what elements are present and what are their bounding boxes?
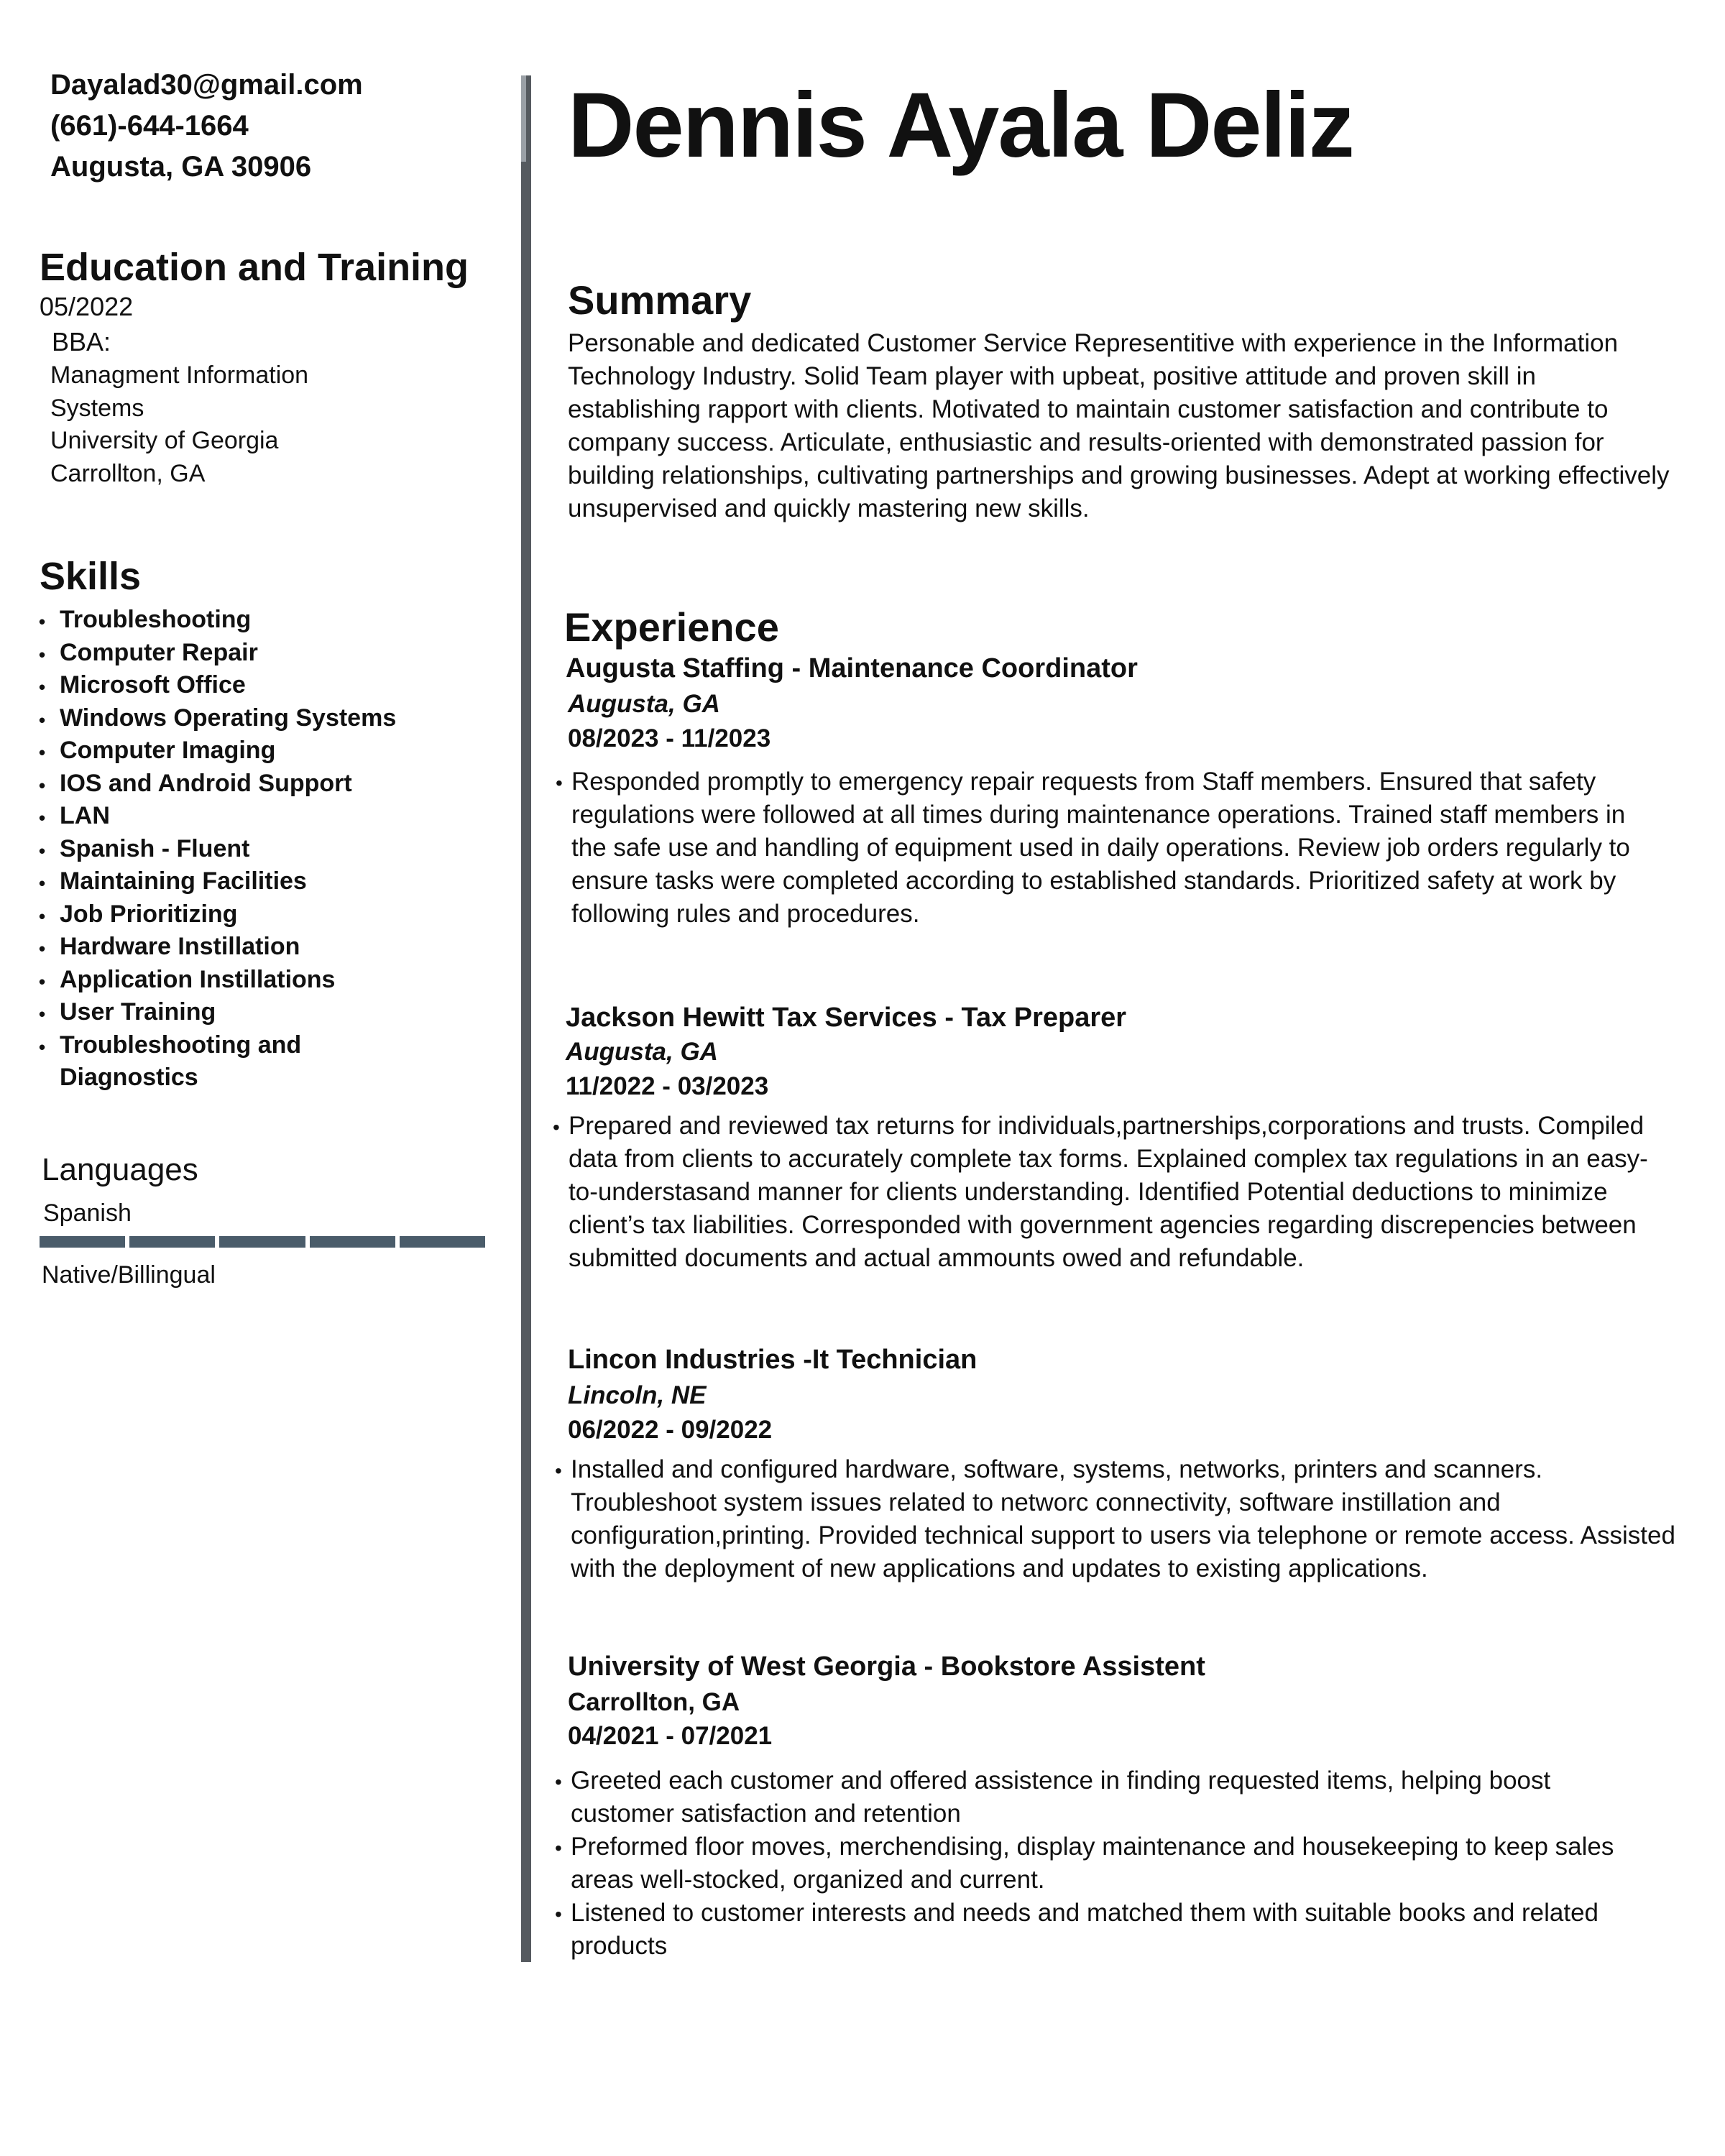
education-details [50,359,424,490]
column-divider-highlight [521,75,526,162]
candidate-name: Dennis Ayala Deliz [568,74,1353,177]
skill-item: • Computer Imaging [36,734,467,768]
contact-email: Dayalad30@gmail.com [50,69,363,101]
skill-item: • Troubleshooting and Diagnostics [36,1029,340,1095]
job-bullets [555,1453,1683,1585]
skills-list [36,604,467,1095]
job-bullet: • Greeted each customer and offered assistence in finding requested items, helping boost customer satisfaction and retention [555,1764,1640,1830]
skill-item: • Troubleshooting [36,604,467,637]
language-level: Native/Billingual [42,1261,216,1289]
language-proficiency-segment [310,1236,395,1248]
job-bullet: • Listened to customer interests and needs and matched them with suitable books and related products [555,1897,1640,1963]
summary-heading: Summary [568,277,752,323]
summary-text: Personable and dedicated Customer Service Representitive with experience in the Information Technology Industry. Solid Team player with upbeat, positive attitude and proven skill in establishing rapport with clients. Motivated to maintain customer satisfaction and contribute to company success. Articulate, enthusiastic and results-oriented with demonstrated passion for building relationships, cultivating partnerships and growing businesses. Adept at working effectively unsupervised and quickly mastering new skills. [568,329,1670,522]
language-proficiency-segment [40,1236,125,1248]
job-bullet: • Prepared and reviewed tax returns for individuals,partnerships,corporations and trusts. Compiled data from clients to accurately complete tax forms. Explained complex tax regulations in an easy-to-understasand manner for clients understanding. Identified Potential deductions to minimize client’s tax liabilities. Corresponded with government agencies regarding discrepencies between submitted documents and actual ammounts owed and refundable. [553,1110,1674,1275]
contact-address: Augusta, GA 30906 [50,151,312,183]
skill-item: • Maintaining Facilities [36,865,467,898]
job-title: Augusta Staffing - Maintenance Coordinator [566,653,1138,683]
job-location: Augusta, GA [568,690,720,718]
language-proficiency-segment [400,1236,485,1248]
job-bullet: • Installed and configured hardware, software, systems, networks, printers and scanners. Troubleshoot system issues related to networc connectivity, software instillation and configuration,printing. Provided technical support to users via telephone or remote access. Assisted with the deployment of new applications and updates to existing applications. [555,1453,1683,1585]
education-heading: Education and Training [40,246,469,289]
job-title: University of West Georgia - Bookstore Assistent [568,1651,1205,1682]
job-dates: 11/2022 - 03/2023 [566,1072,769,1100]
education-line: Systems [50,394,144,422]
contact-phone: (661)-644-1664 [50,110,249,142]
job-location: Augusta, GA [566,1038,718,1066]
language-proficiency-segment [129,1236,215,1248]
skill-item: • Computer Repair [36,637,467,670]
job-dates: 08/2023 - 11/2023 [568,724,771,752]
job-dates: 06/2022 - 09/2022 [568,1416,773,1444]
education-degree: BBA: [52,327,111,356]
job-bullets [556,765,1662,931]
job-title: Jackson Hewitt Tax Services - Tax Preparer [566,1003,1127,1033]
job-bullets [553,1110,1674,1275]
job-dates: 04/2021 - 07/2021 [568,1722,773,1750]
job-location: Lincoln, NE [568,1381,707,1409]
job-location: Carrollton, GA [568,1688,740,1716]
skill-item: • User Training [36,996,467,1029]
education-line: Carrollton, GA [50,459,206,487]
skill-item: • Hardware Instillation [36,931,467,964]
skill-item: • Microsoft Office [36,669,467,702]
skill-item: • Application Instillations [36,964,467,997]
job-bullet: • Responded promptly to emergency repair requests from Staff members. Ensured that safety regulations were followed at all times during maintenance operations. Trained staff members in the safe use and handling of equipment used in daily operations. Review job orders regularly to ensure tasks were completed according to established standards. Prioritized safety at work by following rules and procedures. [556,765,1662,931]
skill-item: • IOS and Android Support [36,768,467,801]
skill-item: • LAN [36,800,467,833]
skill-item: • Windows Operating Systems [36,702,467,735]
education-line: University of Georgia [50,427,279,454]
job-bullet: • Preformed floor moves, merchendising, display maintenance and housekeeping to keep sales areas well-stocked, organized and current. [555,1830,1640,1897]
skills-heading: Skills [40,555,142,598]
language-proficiency-segment [219,1236,305,1248]
language-proficiency-bar [40,1236,485,1248]
job-title: Lincon Industries -It Technician [568,1345,978,1375]
education-line: Managment Information [50,361,309,389]
languages-heading: Languages [42,1152,198,1187]
language-name: Spanish [43,1199,132,1227]
skill-item: • Spanish - Fluent [36,833,467,866]
column-divider [521,75,531,1962]
skill-item: • Job Prioritizing [36,898,467,931]
contact-block [50,65,363,188]
education-date: 05/2022 [40,292,134,321]
experience-heading: Experience [564,604,779,650]
job-bullets [555,1764,1640,1963]
